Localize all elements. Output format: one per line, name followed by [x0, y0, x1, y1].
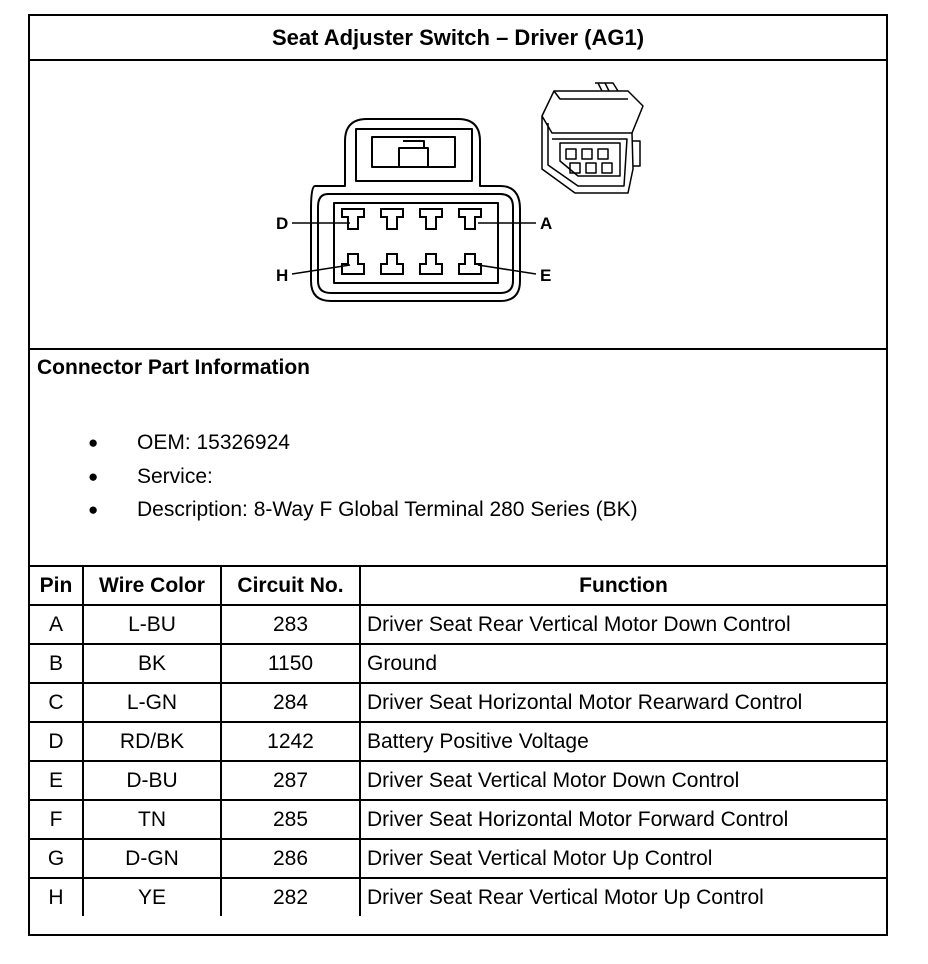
pin-cell: E: [30, 761, 83, 800]
function-cell: Driver Seat Rear Vertical Motor Up Control: [360, 878, 886, 916]
connector-sheet: [28, 14, 888, 936]
pin-cell: G: [30, 839, 83, 878]
list-item-oem: [30, 426, 638, 460]
function-cell: Driver Seat Horizontal Motor Forward Control: [360, 800, 886, 839]
terminal-row-bottom: [342, 254, 481, 274]
wire-color-cell: BK: [83, 644, 221, 683]
oem-text: OEM: 15326924: [137, 431, 290, 454]
table-row: [30, 878, 886, 916]
table-row: [30, 839, 886, 878]
circuit-cell: 286: [221, 839, 360, 878]
table-row: [30, 722, 886, 761]
table-row: [30, 605, 886, 644]
pin-label-h: H: [276, 266, 289, 285]
connector-part-information: [30, 350, 886, 567]
circuit-cell: 283: [221, 605, 360, 644]
description-text: Description: 8-Way F Global Terminal 280 Series (BK): [137, 498, 638, 521]
connector-face-drawing: [30, 61, 886, 348]
pin-table-header-row: [30, 567, 886, 605]
terminal-bottom-2: [381, 254, 403, 274]
bullet-icon: ●: [88, 500, 99, 519]
service-text: Service:: [137, 464, 213, 488]
pin-cell: F: [30, 800, 83, 839]
table-row: [30, 800, 886, 839]
wire-color-cell: YE: [83, 878, 221, 916]
wire-color-cell: L-GN: [83, 683, 221, 722]
terminal-bottom-4: [459, 254, 481, 274]
function-cell: Driver Seat Horizontal Motor Rearward Control: [360, 683, 886, 722]
leader-line-e: [478, 265, 536, 274]
header-circuit-no: Circuit No.: [221, 567, 360, 605]
connector-info-heading: Connector Part Information: [37, 356, 311, 379]
wire-color-cell: RD/BK: [83, 722, 221, 761]
pin-cell: D: [30, 722, 83, 761]
connector-diagram: [30, 61, 886, 350]
function-cell: Driver Seat Rear Vertical Motor Down Control: [360, 605, 886, 644]
circuit-cell: 1150: [221, 644, 360, 683]
header-wire-color: Wire Color: [83, 567, 221, 605]
wire-color-cell: D-BU: [83, 761, 221, 800]
terminal-bottom-3: [420, 254, 442, 274]
pin-label-a: A: [540, 214, 553, 233]
pin-table: [30, 567, 886, 916]
function-cell: Ground: [360, 644, 886, 683]
bullet-icon: ●: [88, 433, 99, 452]
pin-cell: A: [30, 605, 83, 644]
table-row: [30, 644, 886, 683]
circuit-cell: 284: [221, 683, 360, 722]
wire-color-cell: D-GN: [83, 839, 221, 878]
terminal-top-3: [420, 209, 442, 229]
wire-color-cell: L-BU: [83, 605, 221, 644]
table-row: [30, 761, 886, 800]
latch-tab: [399, 148, 428, 167]
bullet-icon: ●: [88, 466, 99, 486]
terminal-cavity-frame: [334, 203, 498, 283]
circuit-cell: 282: [221, 878, 360, 916]
header-pin: Pin: [30, 567, 83, 605]
pin-label-d: D: [276, 214, 289, 233]
connector-3d-thumbnail: [542, 83, 643, 193]
terminal-top-2: [381, 209, 403, 229]
function-cell: Driver Seat Vertical Motor Down Control: [360, 761, 886, 800]
circuit-cell: 1242: [221, 722, 360, 761]
function-cell: Driver Seat Vertical Motor Up Control: [360, 839, 886, 878]
pin-cell: B: [30, 644, 83, 683]
list-item-description: [30, 493, 638, 527]
function-cell: Battery Positive Voltage: [360, 722, 886, 761]
list-item-service: [30, 460, 638, 494]
terminal-top-4: [459, 209, 481, 229]
page-title: Seat Adjuster Switch – Driver (AG1): [30, 16, 886, 61]
table-row: [30, 683, 886, 722]
pin-label-e: E: [540, 266, 552, 285]
pin-cell: C: [30, 683, 83, 722]
terminal-row-top: [342, 209, 481, 229]
circuit-cell: 285: [221, 800, 360, 839]
terminal-bottom-1: [342, 254, 364, 274]
terminal-top-1: [342, 209, 364, 229]
header-function: Function: [360, 567, 886, 605]
connector-info-list: [30, 426, 638, 527]
circuit-cell: 287: [221, 761, 360, 800]
wire-color-cell: TN: [83, 800, 221, 839]
latch-tab-top: [403, 141, 424, 148]
pin-cell: H: [30, 878, 83, 916]
pin-leader-lines: [292, 223, 536, 274]
